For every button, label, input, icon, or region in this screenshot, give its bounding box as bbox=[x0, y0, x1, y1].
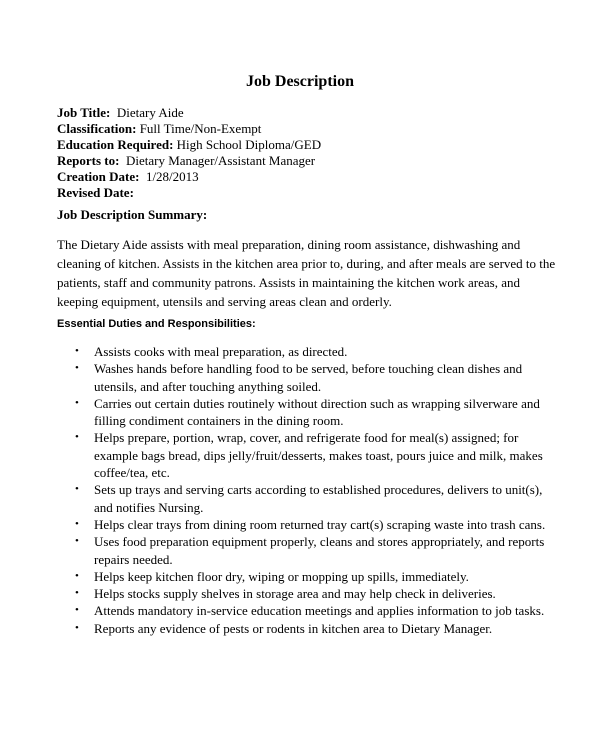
duty-item bbox=[57, 343, 557, 360]
duty-item bbox=[57, 395, 557, 430]
bullet-icon: • bbox=[75, 483, 79, 496]
duty-text: Sets up trays and serving carts according to established procedures, delivers to unit(s), and notifies Nursing. bbox=[94, 482, 543, 515]
meta-classification bbox=[57, 121, 577, 137]
bullet-icon: • bbox=[75, 569, 79, 582]
meta-reports-to bbox=[57, 153, 577, 169]
duty-item bbox=[57, 481, 557, 516]
bullet-icon: • bbox=[75, 396, 79, 409]
bullet-icon: • bbox=[75, 517, 79, 530]
meta-job-title bbox=[57, 105, 577, 121]
duty-item bbox=[57, 602, 557, 619]
duties-heading: Essential Duties and Responsibilities: bbox=[57, 318, 256, 330]
duty-text: Carries out certain duties routinely without direction such as wrapping silverware and filling condiment containers in the dining room. bbox=[94, 395, 540, 429]
duty-item bbox=[57, 429, 557, 481]
meta-revised-date bbox=[57, 185, 577, 201]
duty-text: Helps clear trays from dining room returned tray cart(s) scraping waste into trash cans. bbox=[94, 516, 546, 532]
meta-label: Education Required: bbox=[57, 137, 174, 152]
meta-label: Classification: bbox=[57, 121, 137, 136]
duty-text: Uses food preparation equipment properly, cleans and stores appropriately, and reports repairs needed. bbox=[94, 534, 545, 567]
duty-item bbox=[57, 516, 557, 533]
duty-text: Assists cooks with meal preparation, as directed. bbox=[94, 344, 348, 359]
job-metadata bbox=[57, 105, 577, 201]
meta-education-required bbox=[57, 137, 577, 153]
meta-label: Job Title: bbox=[57, 105, 111, 120]
summary-paragraph: The Dietary Aide assists with meal preparation, dining room assistance, dishwashing and cleaning of kitchen. Assists in the kitchen area prior to, during, and after meals are served to the patients, staff and community patrons. Assists in maintaining the kitchen work areas, and keeping equipment, utensils and serving areas clean and orderly. bbox=[57, 237, 556, 309]
bullet-icon: • bbox=[75, 345, 79, 357]
meta-value: High School Diploma/GED bbox=[173, 137, 322, 152]
meta-value: Full Time/Non-Exempt bbox=[136, 121, 262, 136]
bullet-icon: • bbox=[75, 431, 79, 444]
meta-label: Creation Date: bbox=[57, 169, 140, 184]
summary-heading: Job Description Summary: bbox=[57, 207, 208, 222]
bullet-icon: • bbox=[75, 621, 79, 634]
duty-item bbox=[57, 620, 557, 637]
duties-list bbox=[57, 343, 557, 637]
meta-value: Dietary Aide bbox=[110, 105, 184, 120]
duty-text: Attends mandatory in-service education meetings and applies information to job tasks. bbox=[94, 603, 545, 619]
document-title: Job Description bbox=[246, 73, 354, 90]
bullet-icon: • bbox=[75, 604, 79, 617]
meta-value: Dietary Manager/Assistant Manager bbox=[119, 153, 316, 168]
meta-value: 1/28/2013 bbox=[139, 169, 199, 184]
duty-item bbox=[57, 568, 557, 585]
duty-text: Helps keep kitchen floor dry, wiping or mopping up spills, immediately. bbox=[94, 568, 469, 584]
duty-text: Reports any evidence of pests or rodents in kitchen area to Dietary Manager. bbox=[94, 620, 493, 636]
duty-item bbox=[57, 533, 557, 568]
bullet-icon: • bbox=[75, 535, 79, 548]
duty-item bbox=[57, 360, 557, 395]
duty-text: Washes hands before handling food to be served, before touching clean dishes and utensils, and after touching anything soiled. bbox=[94, 361, 523, 394]
meta-label: Revised Date: bbox=[57, 185, 134, 200]
meta-label: Reports to: bbox=[57, 153, 120, 168]
duty-text: Helps stocks supply shelves in storage area and may help check in deliveries. bbox=[94, 586, 496, 602]
duty-item bbox=[57, 585, 557, 602]
bullet-icon: • bbox=[75, 362, 79, 375]
meta-creation-date bbox=[57, 169, 577, 185]
bullet-icon: • bbox=[75, 587, 79, 600]
duty-text: Helps prepare, portion, wrap, cover, and refrigerate food for meal(s) assigned; for example bags bread, dips jelly/fruit/desserts, makes toast, pours juice and milk, makes coffee/tea, etc. bbox=[94, 430, 543, 481]
